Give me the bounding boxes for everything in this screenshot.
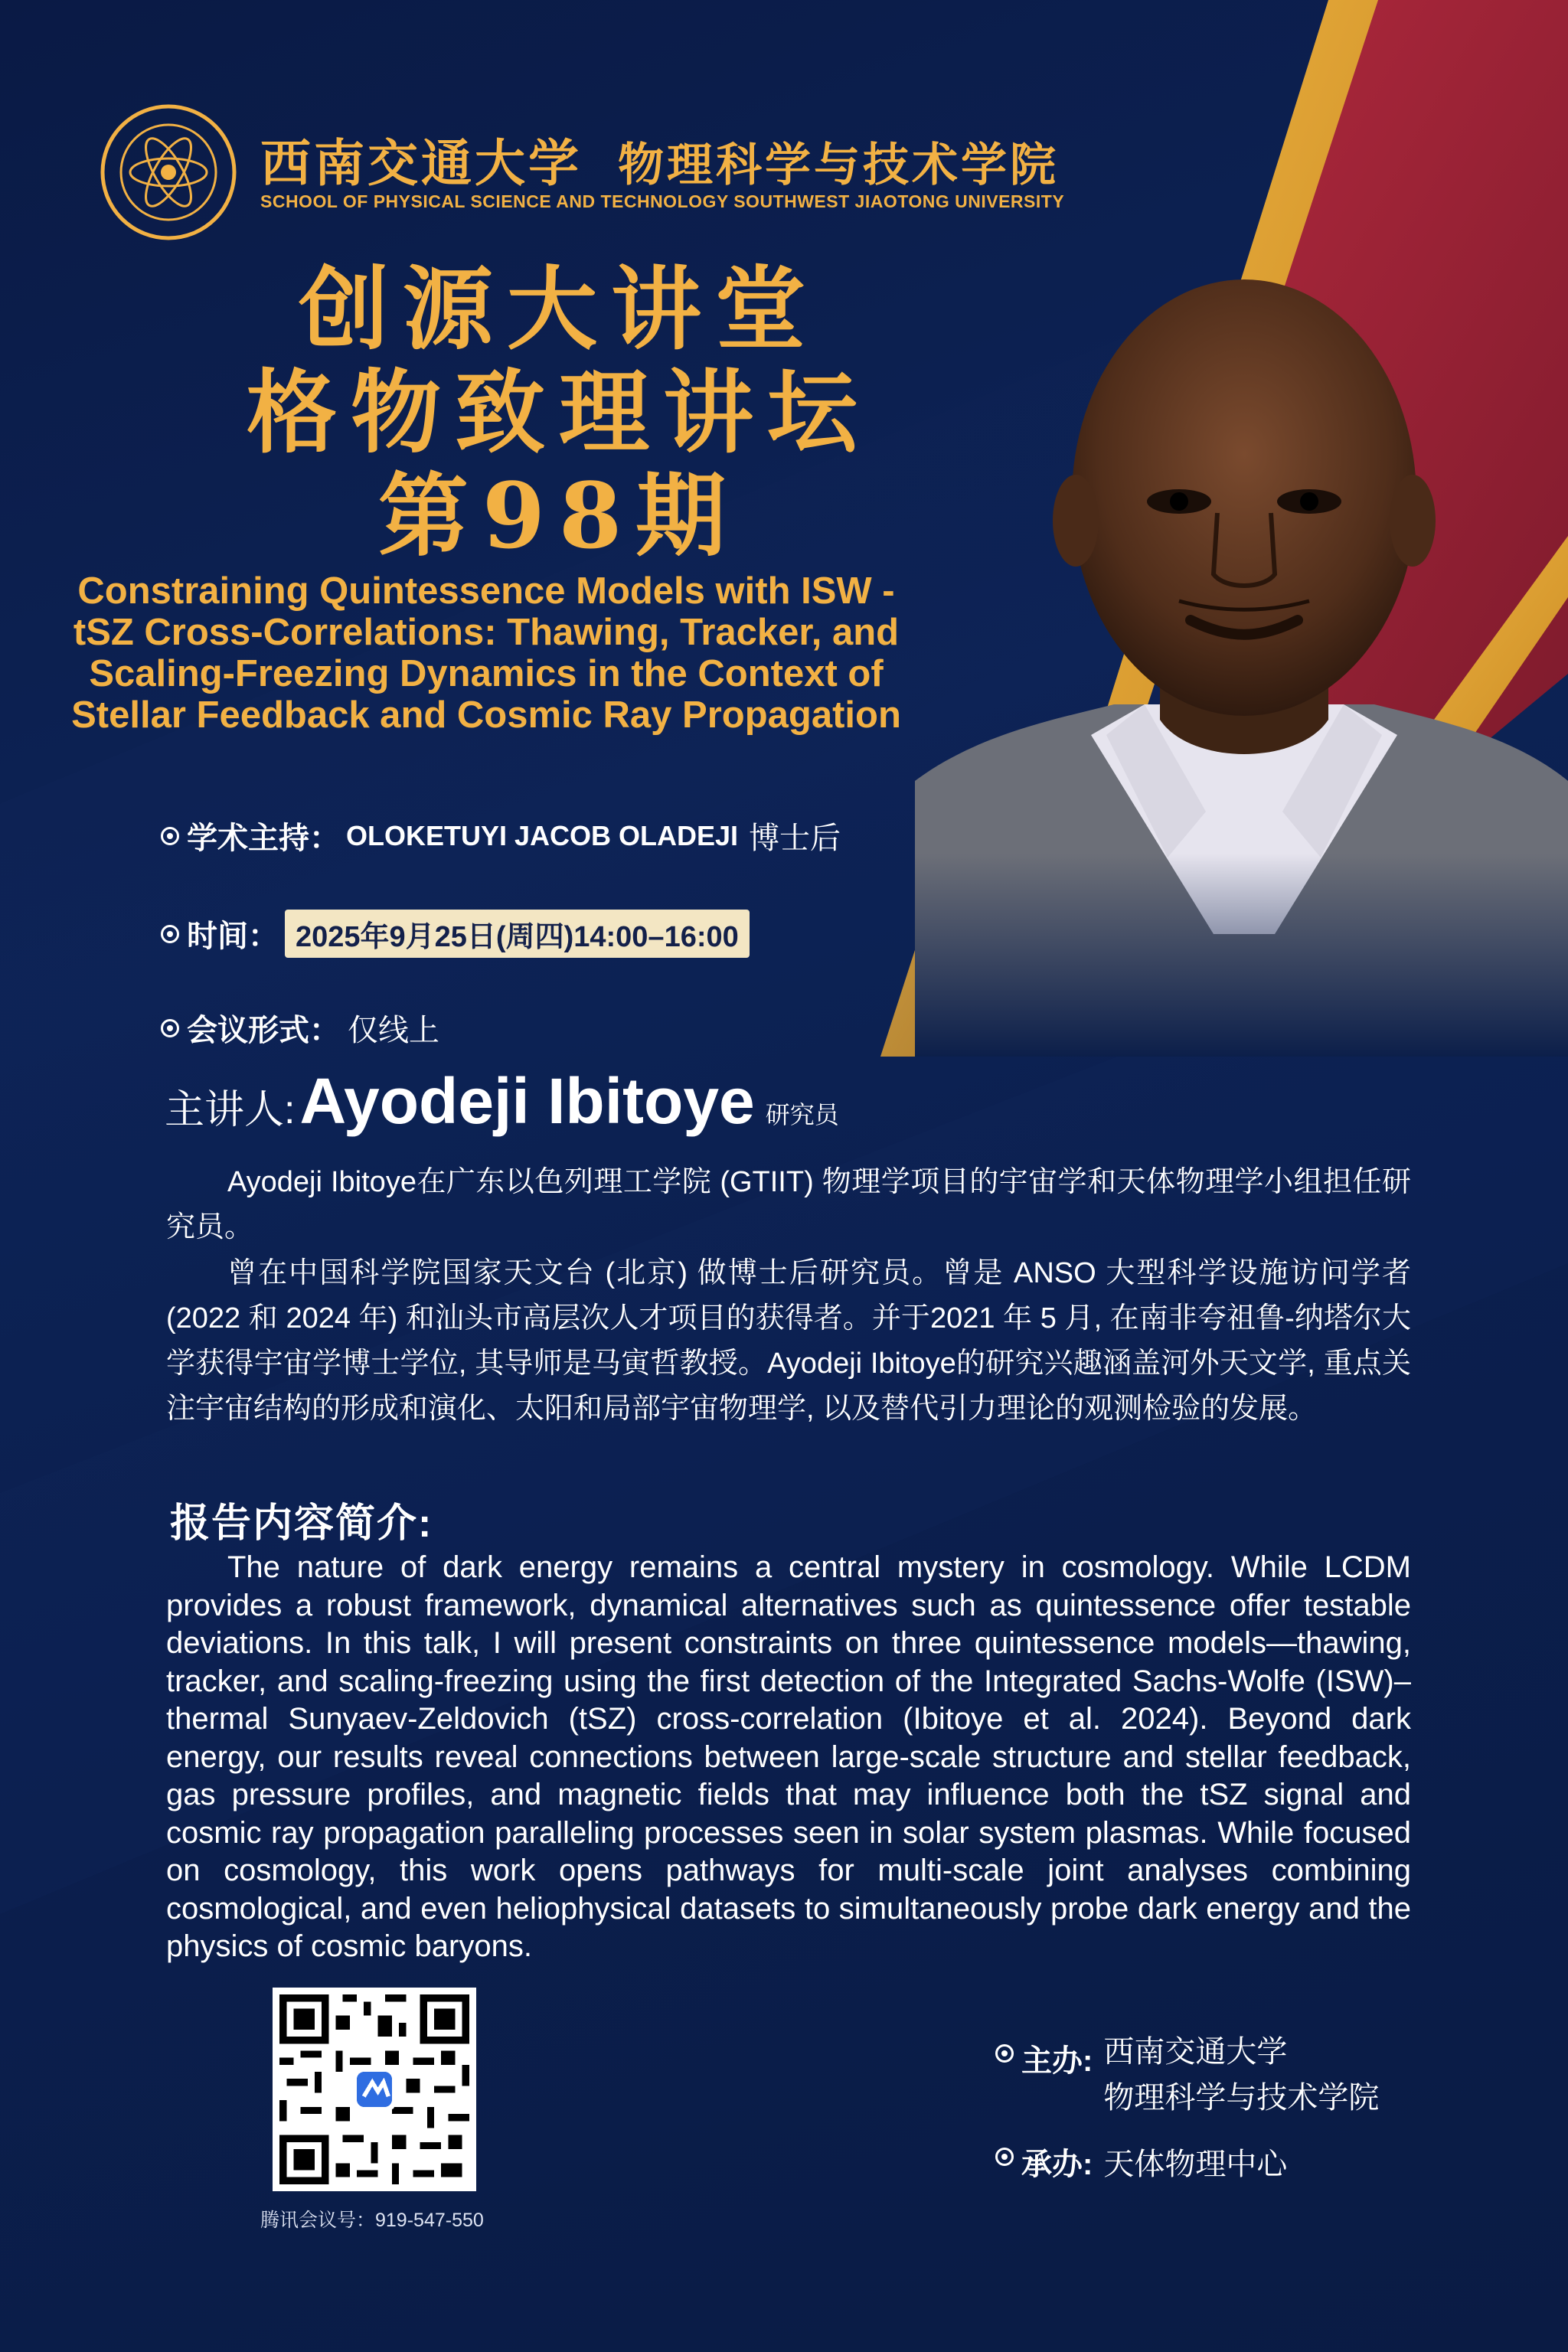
organizer-label: 主办: xyxy=(1021,2044,1093,2078)
time-label: 时间： xyxy=(187,920,279,953)
school-name-en: SCHOOL OF PHYSICAL SCIENCE AND TECHNOLOGY SOUTHWEST JIAOTONG UNIVERSITY xyxy=(260,191,1065,211)
bullet-icon xyxy=(161,1019,179,1037)
meeting-id: 腾讯会议号：919-547-550 xyxy=(260,2210,484,2231)
speaker-title: 研究员 xyxy=(765,1101,839,1129)
host-name: OLOKETUYI JACOB OLADEJI xyxy=(346,819,739,851)
speaker-photo xyxy=(915,245,1568,1057)
bullet-icon xyxy=(161,827,179,845)
time-row xyxy=(161,910,750,958)
format-value: 仅线上 xyxy=(348,1014,439,1047)
abstract-text: The nature of dark energy remains a central mystery in cosmology. While LCDM provides a robust framework, dynamical alternatives such as quintessence offer testable deviations. In this talk, I will present constraints on three quintessence models—thawing, tracker, and scaling-freezing using the first detection of the Integrated Sachs-Wolfe (ISW)–thermal Sunyaev-Zeldovich (tSZ) cross-correlation (Ibitoye et al. 2024). Beyond dark energy, our results reveal connections between large-scale structure and stellar feedback, gas pressure profiles, and magnetic fields that may influence both the tSZ signal and cosmic ray propagation paralleling processes seen in solar system plasmas. While focused on cosmology, this work opens pathways for multi-scale joint analyses combining cosmological, and even heliophysical datasets to simultaneously probe dark energy and the physics of cosmic baryons. xyxy=(166,1550,1411,1963)
speaker-name: Ayodeji Ibitoye xyxy=(299,1065,755,1137)
speaker-label: 主讲人: xyxy=(165,1088,296,1132)
undertaker-label: 承办: xyxy=(1021,2148,1093,2181)
format-row xyxy=(161,1006,439,1050)
host-label: 学术主持： xyxy=(187,822,340,855)
series-title-2: 格物致理讲坛 xyxy=(246,359,871,466)
time-value: 2025年9月25日(周四)14:00–16:00 xyxy=(285,910,750,958)
undertaker-row xyxy=(995,2140,1287,2184)
speaker-heading xyxy=(165,1064,839,1138)
bullet-icon xyxy=(995,2044,1014,2063)
bio-paragraph-1: Ayodeji Ibitoye在广东以色列理工学院 (GTIIT) 物理学项目的宇宙学和天体物理学小组担任研究员。 xyxy=(166,1166,1411,1243)
organizer-values xyxy=(1103,2029,1379,2121)
format-label: 会议形式： xyxy=(187,1014,340,1047)
series-issue: 第98期 xyxy=(377,462,740,569)
host-suffix: 博士后 xyxy=(749,822,841,855)
qr-code-icon[interactable] xyxy=(273,1988,476,2191)
university-name-cn: 西南交通大学 xyxy=(260,133,582,193)
host-row xyxy=(161,814,841,858)
abstract-heading: 报告内容简介: xyxy=(170,1501,433,1546)
talk-title: Constraining Quintessence Models with ISW - tSZ Cross-Correlations: Thawing, Tracker, and Scaling-Freezing Dynamics in the Context of Stellar Feedback and Cosmic Ray Propagation xyxy=(71,570,901,736)
organizer-line-1: 西南交通大学 xyxy=(1103,2035,1288,2069)
school-name-cn: 物理科学与技术学院 xyxy=(617,139,1059,192)
undertaker-value: 天体物理中心 xyxy=(1103,2148,1288,2181)
organizer-row xyxy=(995,2037,1379,2121)
organizer-line-2: 物理科学与技术学院 xyxy=(1103,2081,1380,2115)
bullet-icon xyxy=(161,925,179,943)
university-name xyxy=(260,122,1059,195)
bullet-icon xyxy=(995,2148,1014,2166)
series-title-1: 创源大讲堂 xyxy=(298,256,819,362)
university-seal-icon xyxy=(100,103,237,241)
bio-paragraph-2: 曾在中国科学院国家天文台 (北京) 做博士后研究员。曾是 ANSO 大型科学设施访问学者 (2022 和 2024 年) 和汕头市高层次人才项目的获得者。并于2021 年 5 月, 在南非夸祖鲁-纳塔尔大学获得宇宙学博士学位, 其导师是马寅哲教授。Ayodeji Ibitoye的研究兴趣涵盖河外天文学, 重点关注宇宙结构的形成和演化、太阳和局部宇宙物理学, 以及替代引力理论的观测检验的发展。 xyxy=(166,1257,1411,1425)
